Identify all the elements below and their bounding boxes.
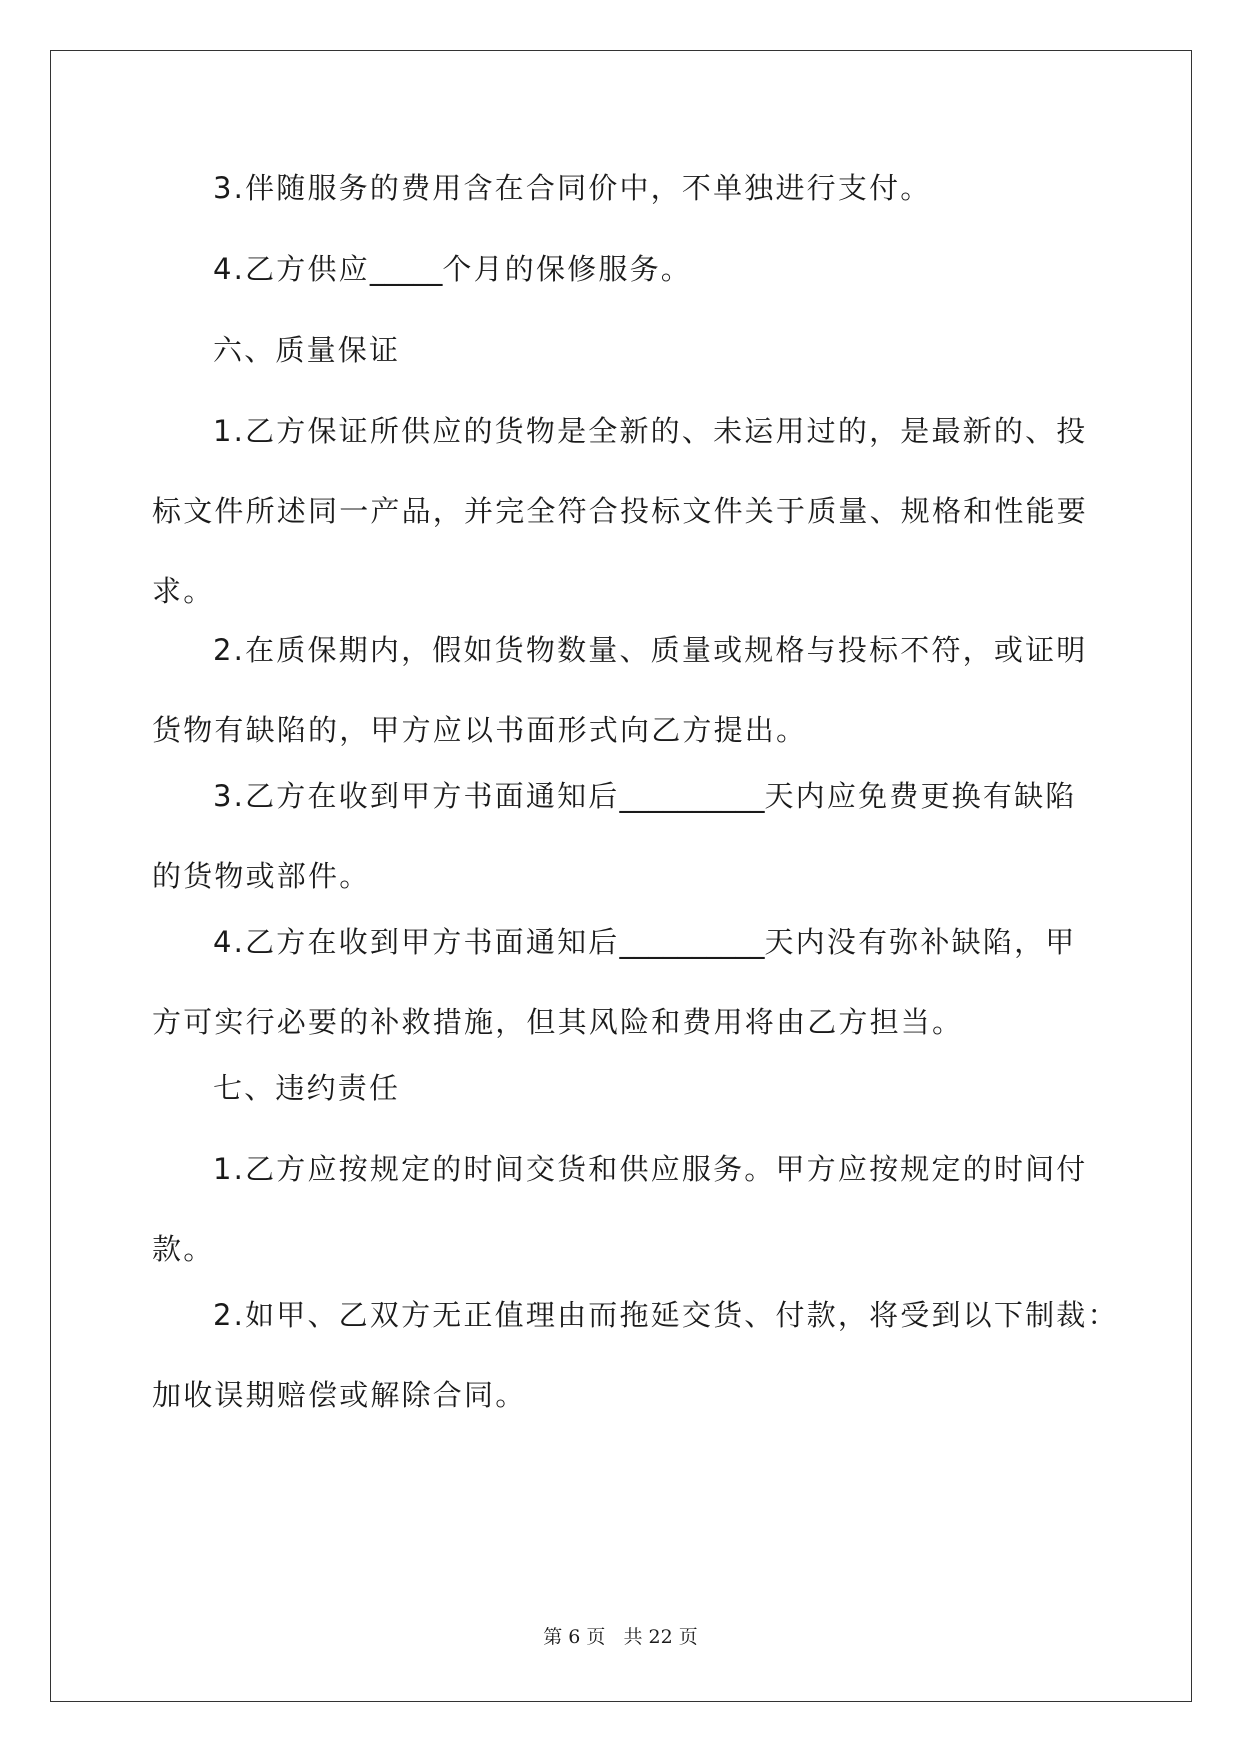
paragraph-quality-3 — [152, 756, 1092, 916]
text-line: 加收误期赔偿或解除合同。 — [152, 1378, 527, 1412]
text-line: 的货物或部件。 — [152, 859, 371, 893]
blank-months: _____ — [369, 252, 443, 286]
heading-text: 七、违约责任 — [213, 1071, 401, 1105]
text-prefix: 3.乙方在收到甲方书面通知后 — [213, 779, 620, 813]
paragraph-service-fee — [152, 148, 1092, 228]
text-line: 款。 — [152, 1232, 215, 1266]
text-line — [152, 229, 1092, 309]
text-line: 求。 — [152, 574, 215, 608]
text-line: 1.乙方保证所供应的货物是全新的、未运用过的，是最新的、投 — [213, 414, 1088, 448]
text-line: 方可实行必要的补救措施，但其风险和费用将由乙方担当。 — [152, 1005, 964, 1039]
paragraph-quality-1 — [152, 391, 1092, 631]
paragraph-warranty-months — [152, 229, 1092, 309]
text-line: 2.在质保期内，假如货物数量、质量或规格与投标不符，或证明 — [213, 633, 1088, 667]
paragraph-liability-1 — [152, 1129, 1092, 1289]
paragraph-liability-2 — [152, 1275, 1119, 1435]
text-prefix: 4.乙方在收到甲方书面通知后 — [213, 925, 620, 959]
text-line — [152, 902, 1092, 982]
blank-days: __________ — [619, 925, 765, 959]
text-line: 货物有缺陷的，甲方应以书面形式向乙方提出。 — [152, 713, 808, 747]
text-line: 2.如甲、乙双方无正值理由而拖延交货、付款，将受到以下制裁： — [213, 1298, 1119, 1332]
text-line: 3.伴随服务的费用含在合同价中，不单独进行支付。 — [213, 171, 932, 205]
page-total: 共 22 页 — [623, 1626, 698, 1648]
page-number: 第 6 页 — [543, 1626, 606, 1648]
section-heading-quality — [152, 310, 1092, 390]
blank-days: __________ — [619, 779, 765, 813]
page-footer — [0, 1622, 1241, 1649]
text-suffix: 个月的保修服务。 — [442, 252, 692, 286]
paragraph-quality-2 — [152, 610, 1092, 770]
text-line: 标文件所述同一产品，并完全符合投标文件关于质量、规格和性能要 — [152, 494, 1089, 528]
heading-text: 六、质量保证 — [213, 333, 401, 367]
paragraph-quality-4 — [152, 902, 1092, 1062]
text-suffix: 天内应免费更换有缺陷 — [764, 779, 1077, 813]
text-prefix: 4.乙方供应 — [213, 252, 370, 286]
section-heading-liability — [152, 1048, 1092, 1128]
text-line: 1.乙方应按规定的时间交货和供应服务。甲方应按规定的时间付 — [213, 1152, 1088, 1186]
text-suffix: 天内没有弥补缺陷，甲 — [764, 925, 1077, 959]
text-line — [152, 756, 1092, 836]
